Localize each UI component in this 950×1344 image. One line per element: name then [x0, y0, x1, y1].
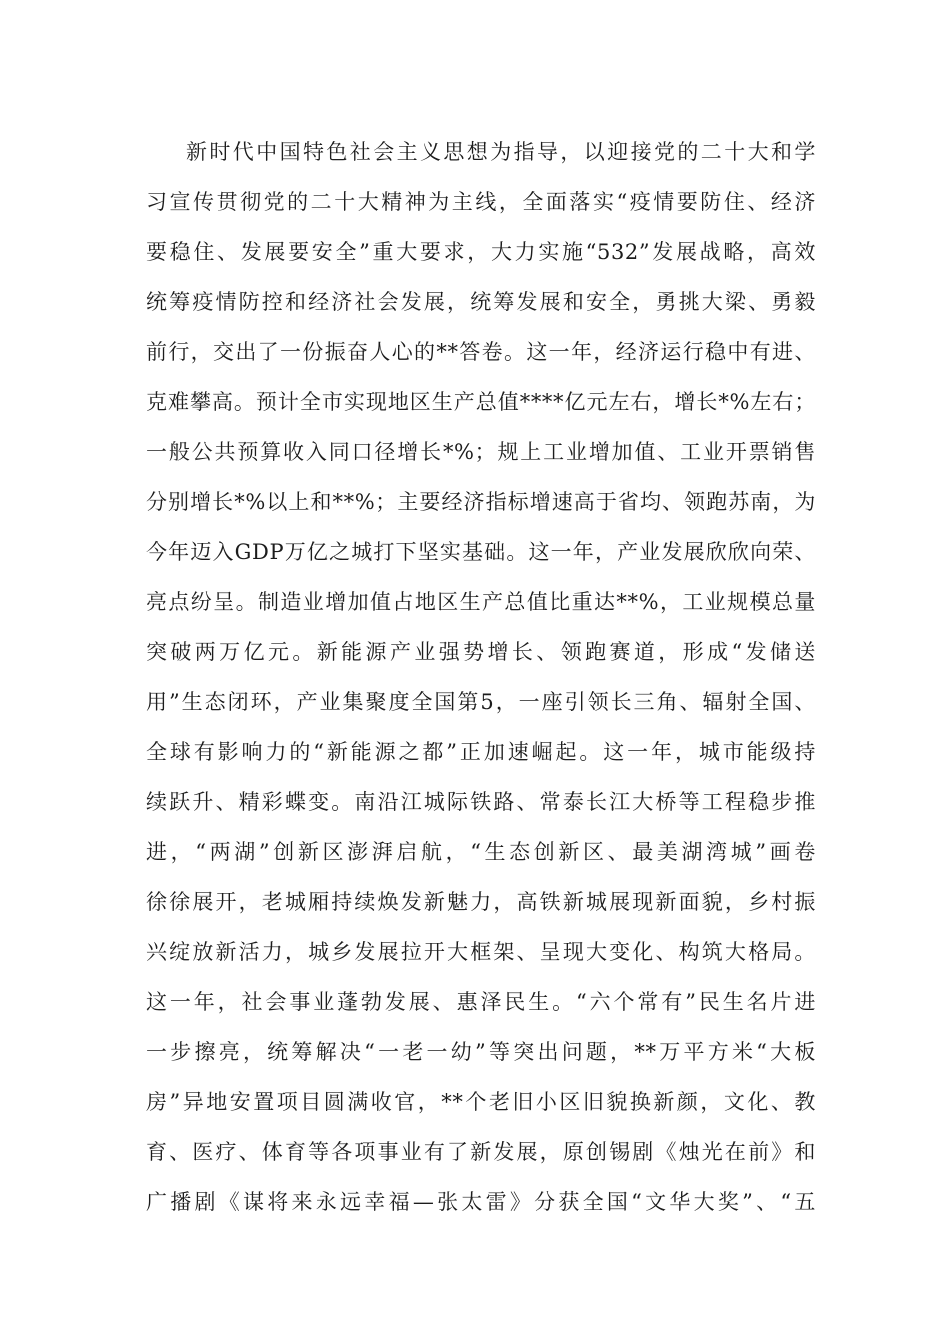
- paragraph-line: 前行，交出了一份振奋人心的**答卷。这一年，经济运行稳中有进、: [146, 340, 816, 364]
- paragraph-line: 要稳住、发展要安全”重大要求，大力实施“532”发展战略，高效: [146, 240, 816, 264]
- paragraph-line: 广播剧《谋将来永远幸福—张太雷》分获全国“文华大奖”、“五: [146, 1190, 816, 1214]
- paragraph-line: 兴绽放新活力，城乡发展拉开大框架、呈现大变化、构筑大格局。: [146, 940, 816, 964]
- paragraph-line: 新时代中国特色社会主义思想为指导，以迎接党的二十大和学: [186, 140, 816, 164]
- paragraph-line: 徐徐展开，老城厢持续焕发新魅力，高铁新城展现新面貌，乡村振: [146, 890, 816, 914]
- paragraph-line: 全球有影响力的“新能源之都”正加速崛起。这一年，城市能级持: [146, 740, 816, 764]
- paragraph-line: 习宣传贯彻党的二十大精神为主线，全面落实“疫情要防住、经济: [146, 190, 816, 214]
- paragraph-line: 用”生态闭环，产业集聚度全国第5，一座引领长三角、辐射全国、: [146, 690, 816, 714]
- paragraph-line: 亮点纷呈。制造业增加值占地区生产总值比重达**%，工业规模总量: [146, 590, 816, 614]
- paragraph-line: 进，“两湖”创新区澎湃启航，“生态创新区、最美湖湾城”画卷: [146, 840, 816, 864]
- paragraph-line: 今年迈入GDP万亿之城打下坚实基础。这一年，产业发展欣欣向荣、: [146, 540, 816, 564]
- paragraph-line: 育、医疗、体育等各项事业有了新发展，原创锡剧《烛光在前》和: [146, 1140, 816, 1164]
- paragraph-line: 这一年，社会事业蓬勃发展、惠泽民生。“六个常有”民生名片进: [146, 990, 816, 1014]
- paragraph-line: 一步擦亮，统筹解决“一老一幼”等突出问题，**万平方米“大板: [146, 1040, 816, 1064]
- paragraph-line: 房”异地安置项目圆满收官，**个老旧小区旧貌换新颜，文化、教: [146, 1090, 816, 1114]
- paragraph-line: 分别增长*%以上和**%；主要经济指标增速高于省均、领跑苏南，为: [146, 490, 816, 514]
- paragraph-line: 统筹疫情防控和经济社会发展，统筹发展和安全，勇挑大梁、勇毅: [146, 290, 816, 314]
- paragraph-line: 续跃升、精彩蝶变。南沿江城际铁路、常泰长江大桥等工程稳步推: [146, 790, 816, 814]
- paragraph-line: 一般公共预算收入同口径增长*%；规上工业增加值、工业开票销售: [146, 440, 816, 464]
- paragraph-line: 克难攀高。预计全市实现地区生产总值****亿元左右，增长*%左右；: [146, 390, 816, 414]
- paragraph-line: 突破两万亿元。新能源产业强势增长、领跑赛道，形成“发储送: [146, 640, 816, 664]
